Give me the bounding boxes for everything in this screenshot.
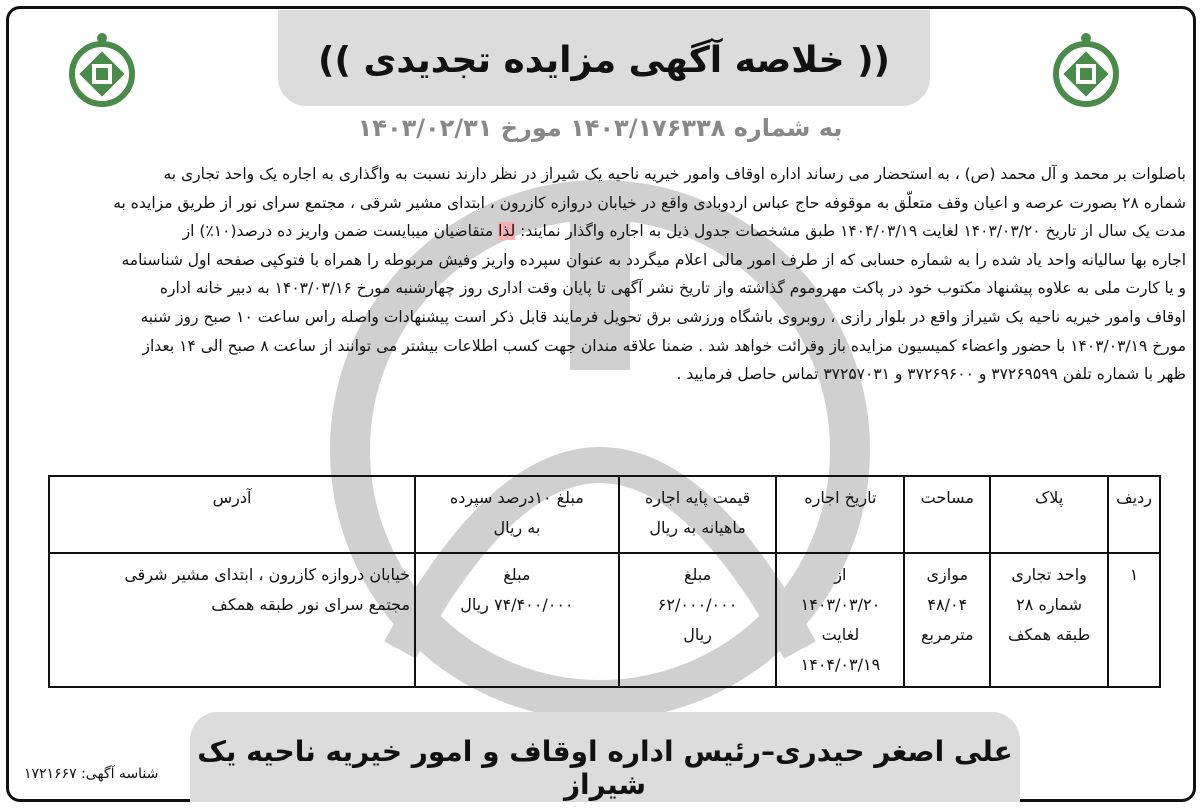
header-deposit: مبلغ ۱۰درصد سپرده به ریال <box>415 476 619 553</box>
cell-address: خیابان دروازه کازرون ، ابتدای مشیر شرقی مجتمع سرای نور طبقه همکف <box>49 553 415 687</box>
signature: علی اصغر حیدری–رئیس اداره اوقاف و امور خیریه ناحیه یک شیراز <box>197 735 1013 801</box>
body-text-span: متقاضیان میبایست ضمن واریز ده درصد(۱۰٪) از <box>182 222 499 241</box>
body-text-span: مدت یک سال از تاریخ ۱۴۰۳/۰۳/۲۰ لغایت ۱۴۰۴/۰۳/۱۹ طبق مشخصات جدول ذیل به اجاره واگذار نمایند: <box>515 222 1186 241</box>
notice-title: (( خلاصه آگهی مزایده تجدیدی )) <box>318 40 890 81</box>
body-line: باصلوات بر محمد و آل محمد (ص) ، به استحضار می رساند اداره اوقاف وامور خیریه ناحیه یک شیراز در نظر دارند نسبت به واگذاری به اجاره یک واحد تجاری به <box>163 165 1186 183</box>
body-line: مورخ ۱۴۰۳/۰۳/۱۹ با حضور واعضاء کمیسیون مزایده باز وقرائت خواهد شد . ضمنا علاقه مندان جهت کسب اطلاعات بیشتر می توانند از ساعت ۸ صبح الی ۱۴ بعداز <box>142 336 1186 355</box>
cell-lease-date: از ۱۴۰۳/۰۳/۲۰ لغایت ۱۴۰۴/۰۳/۱۹ <box>776 553 904 687</box>
body-line: اوقاف وامور خیریه ناحیه یک شیراز واقع در بلوار رازی ، روبروی باشگاه ورزشی برق تحویل فرمایند قابل ذکر است پیشنهادات واصله راس ساعت ۱۰ صبح روز شنبه <box>140 307 1186 326</box>
endowment-emblem-icon <box>56 28 148 120</box>
table-row <box>49 553 1160 687</box>
header-base-price: قیمت پایه اجاره ماهیانه به ریال <box>619 476 777 553</box>
endowment-emblem-icon <box>1040 28 1132 120</box>
header-area: مساحت <box>904 476 990 553</box>
body-line: اجاره بها سالیانه واحد یاد شده را به شماره حسابی که از طرف امور مالی اعلام میگردد به عنوان سپرده واریز وفیش مربوطه را همراه با فتوکپی صفحه اول شناسنامه <box>121 250 1186 269</box>
auction-table <box>48 475 1161 688</box>
cell-base-price: مبلغ ۶۲/۰۰۰/۰۰۰ ریال <box>619 553 777 687</box>
body-line: ظهر با شماره تلفن ۳۷۲۶۹۵۹۹ و ۳۷۲۶۹۶۰۰ و ۳۷۲۵۷۰۳۱ تماس حاصل فرمایید . <box>676 365 1186 384</box>
header-plaque: پلاک <box>990 476 1108 553</box>
header-address: آدرس <box>49 476 415 553</box>
cell-row-number: ۱ <box>1108 553 1160 687</box>
cell-plaque: واحد تجاری شماره ۲۸ طبقه همکف <box>990 553 1108 687</box>
body-line: شماره ۲۸ بصورت عرصه و اعیان وقف متعلّق به موقوفه حاج عباس اردوبادی واقع در خیابان دروازه کازرون ، ابتدای مشیر شرقی ، مجتمع سرای نور از طریق مزایده به <box>113 193 1186 212</box>
body-line: و یا کارت ملی به علاوه پیشنهاد مکتوب خود در پاکت مهروموم گذاشته واز تاریخ نشر آگهی تا پایان وقت اداری روز چهارشنبه مورخ ۱۴۰۳/۰۳/۱۶ به دبیر خانه اداره <box>159 279 1186 298</box>
header-row-number: ردیف <box>1108 476 1160 553</box>
header-lease-date: تاریخ اجاره <box>776 476 904 553</box>
ad-id: شناسه آگهی: ۱۷۲۱۶۶۷ <box>24 766 159 782</box>
highlighted-text: لذا <box>498 222 516 241</box>
cell-deposit: مبلغ ۷۴/۴۰۰/۰۰۰ ریال <box>415 553 619 687</box>
table-header-row <box>49 476 1160 553</box>
body-line <box>14 217 1186 246</box>
cell-area: موازی ۴۸/۰۴ مترمربع <box>904 553 990 687</box>
notice-number: به شماره ۱۴۰۳/۱۷۶۳۳۸ مورخ ۱۴۰۳/۰۲/۳۱ <box>357 114 843 142</box>
notice-body <box>14 160 1186 389</box>
